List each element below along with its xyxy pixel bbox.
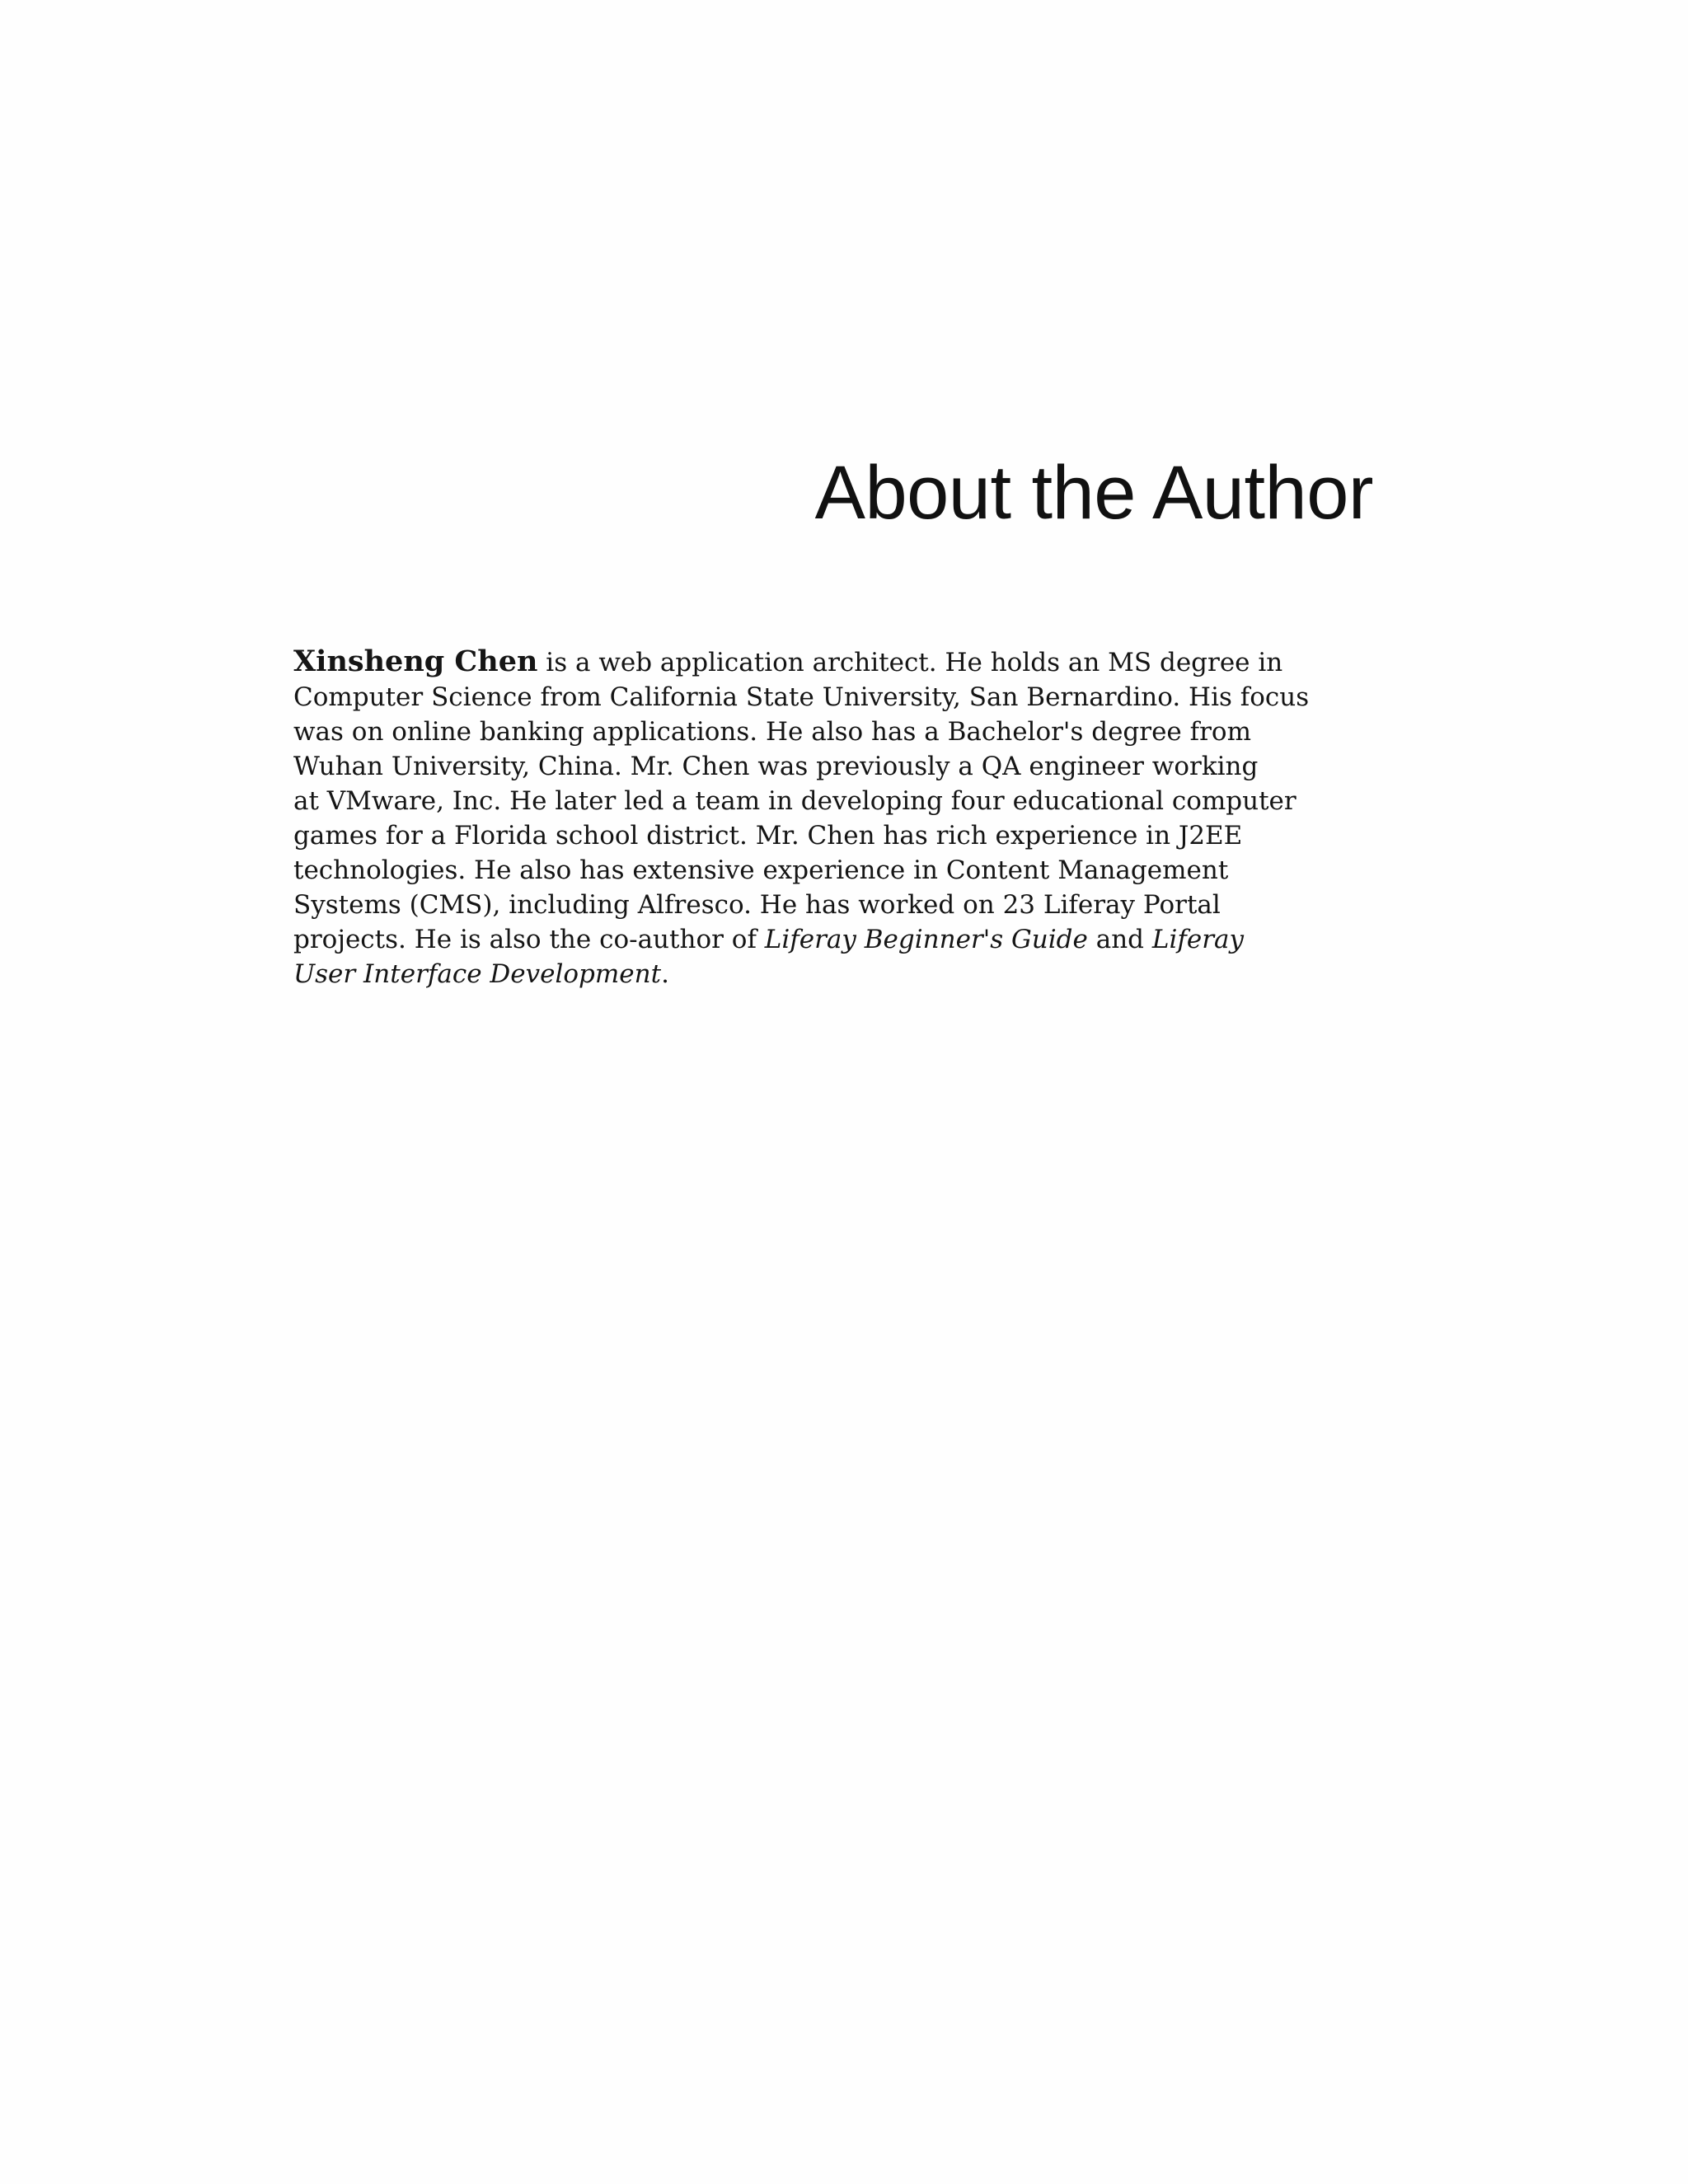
bio-text: is a web application architect. He holds an MS degree in — [537, 648, 1283, 677]
page-title: About the Author — [814, 451, 1373, 535]
bio-line — [293, 957, 1291, 991]
bio-line: was on online banking applications. He also has a Bachelor's degree from — [293, 717, 1251, 747]
bio-line: Wuhan University, China. Mr. Chen was previously a QA engineer working — [293, 752, 1259, 781]
bio-line: games for a Florida school district. Mr. Chen has rich experience in J2EE — [293, 821, 1243, 851]
bio-line — [293, 922, 1291, 957]
bio-text: . — [661, 959, 669, 989]
bio-line: at VMware, Inc. He later led a team in developing four educational computer — [293, 786, 1296, 816]
book-title-part: Liferay — [1151, 925, 1245, 954]
bio-line: technologies. He also has extensive experience in Content Management — [293, 855, 1229, 885]
bio-line: Computer Science from California State University, San Bernardino. His focus — [293, 682, 1310, 712]
bio-text: projects. He is also the co-author of — [293, 925, 765, 954]
book-title-part: User Interface Development — [293, 959, 662, 989]
bio-line: Systems (CMS), including Alfresco. He has worked on 23 Liferay Portal — [293, 890, 1221, 920]
book-title: Liferay Beginner's Guide — [764, 925, 1088, 954]
bio-text: and — [1087, 925, 1152, 954]
bio-line — [293, 644, 1291, 680]
author-name: Xinsheng Chen — [293, 644, 538, 678]
author-bio-paragraph — [293, 644, 1310, 991]
